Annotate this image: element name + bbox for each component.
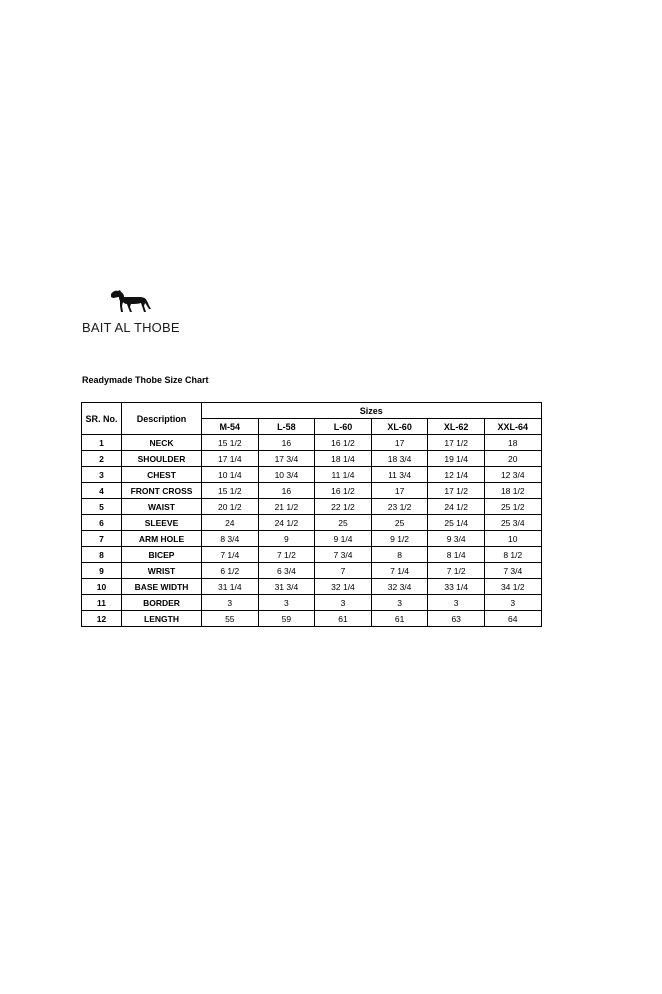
size-value-cell: 3: [371, 595, 428, 611]
size-value-cell: 3: [428, 595, 485, 611]
header-sizes: Sizes: [202, 403, 542, 419]
table-row: [82, 595, 542, 611]
size-value-cell: 25 1/2: [484, 499, 541, 515]
table-row: [82, 547, 542, 563]
row-description: WAIST: [122, 499, 202, 515]
size-value-cell: 24: [202, 515, 259, 531]
size-value-cell: 17 1/4: [202, 451, 259, 467]
table-row: [82, 611, 542, 627]
size-value-cell: 10 1/4: [202, 467, 259, 483]
table-row: [82, 499, 542, 515]
size-value-cell: 9 3/4: [428, 531, 485, 547]
size-value-cell: 18 1/2: [484, 483, 541, 499]
table-row: [82, 531, 542, 547]
row-sr-number: 12: [82, 611, 122, 627]
size-value-cell: 3: [202, 595, 259, 611]
size-value-cell: 3: [484, 595, 541, 611]
size-value-cell: 18: [484, 435, 541, 451]
size-value-cell: 8 3/4: [202, 531, 259, 547]
row-description: BORDER: [122, 595, 202, 611]
size-value-cell: 21 1/2: [258, 499, 315, 515]
brand-name: BAIT AL THOBE: [82, 320, 180, 335]
brand-logo: [82, 288, 182, 335]
size-value-cell: 17 1/2: [428, 435, 485, 451]
size-value-cell: 11 1/4: [315, 467, 372, 483]
size-value-cell: 9 1/2: [371, 531, 428, 547]
size-value-cell: 25: [315, 515, 372, 531]
size-value-cell: 8: [371, 547, 428, 563]
size-value-cell: 16: [258, 483, 315, 499]
table-row: [82, 451, 542, 467]
size-value-cell: 7 1/2: [428, 563, 485, 579]
size-value-cell: 7 1/2: [258, 547, 315, 563]
size-value-cell: 6 1/2: [202, 563, 259, 579]
row-sr-number: 3: [82, 467, 122, 483]
row-sr-number: 5: [82, 499, 122, 515]
size-header-m-54: M-54: [202, 419, 259, 435]
size-value-cell: 18 1/4: [315, 451, 372, 467]
size-value-cell: 20: [484, 451, 541, 467]
size-header-l-60: L-60: [315, 419, 372, 435]
size-header-xl-60: XL-60: [371, 419, 428, 435]
size-value-cell: 64: [484, 611, 541, 627]
size-value-cell: 3: [258, 595, 315, 611]
size-value-cell: 15 1/2: [202, 483, 259, 499]
size-value-cell: 17: [371, 435, 428, 451]
row-sr-number: 1: [82, 435, 122, 451]
horse-icon: [108, 288, 152, 314]
chart-title: Readymade Thobe Size Chart: [82, 375, 209, 385]
size-value-cell: 16 1/2: [315, 483, 372, 499]
size-value-cell: 8 1/4: [428, 547, 485, 563]
size-value-cell: 9 1/4: [315, 531, 372, 547]
size-value-cell: 55: [202, 611, 259, 627]
table-row: [82, 467, 542, 483]
size-value-cell: 7 3/4: [315, 547, 372, 563]
size-value-cell: 22 1/2: [315, 499, 372, 515]
table-row: [82, 483, 542, 499]
size-value-cell: 33 1/4: [428, 579, 485, 595]
size-value-cell: 15 1/2: [202, 435, 259, 451]
size-value-cell: 17: [371, 483, 428, 499]
row-sr-number: 2: [82, 451, 122, 467]
size-value-cell: 10 3/4: [258, 467, 315, 483]
size-value-cell: 8 1/2: [484, 547, 541, 563]
size-value-cell: 18 3/4: [371, 451, 428, 467]
size-value-cell: 25: [371, 515, 428, 531]
row-description: SHOULDER: [122, 451, 202, 467]
size-value-cell: 25 3/4: [484, 515, 541, 531]
size-value-cell: 31 3/4: [258, 579, 315, 595]
table-row: [82, 563, 542, 579]
size-value-cell: 6 3/4: [258, 563, 315, 579]
row-description: LENGTH: [122, 611, 202, 627]
size-chart-table: [81, 402, 542, 627]
row-description: FRONT CROSS: [122, 483, 202, 499]
size-value-cell: 61: [371, 611, 428, 627]
row-description: BASE WIDTH: [122, 579, 202, 595]
size-value-cell: 16: [258, 435, 315, 451]
size-value-cell: 3: [315, 595, 372, 611]
size-value-cell: 24 1/2: [428, 499, 485, 515]
size-value-cell: 61: [315, 611, 372, 627]
size-value-cell: 17 1/2: [428, 483, 485, 499]
header-sr-no: SR. No.: [82, 403, 122, 435]
row-description: NECK: [122, 435, 202, 451]
size-value-cell: 20 1/2: [202, 499, 259, 515]
size-value-cell: 11 3/4: [371, 467, 428, 483]
row-description: BICEP: [122, 547, 202, 563]
row-sr-number: 10: [82, 579, 122, 595]
size-value-cell: 17 3/4: [258, 451, 315, 467]
size-value-cell: 10: [484, 531, 541, 547]
header-description: Description: [122, 403, 202, 435]
size-value-cell: 12 3/4: [484, 467, 541, 483]
size-header-xxl-64: XXL-64: [484, 419, 541, 435]
row-sr-number: 9: [82, 563, 122, 579]
table-row: [82, 515, 542, 531]
size-header-xl-62: XL-62: [428, 419, 485, 435]
size-value-cell: 34 1/2: [484, 579, 541, 595]
row-sr-number: 7: [82, 531, 122, 547]
size-value-cell: 7 1/4: [202, 547, 259, 563]
size-value-cell: 19 1/4: [428, 451, 485, 467]
size-value-cell: 24 1/2: [258, 515, 315, 531]
size-value-cell: 7 3/4: [484, 563, 541, 579]
size-value-cell: 7 1/4: [371, 563, 428, 579]
row-sr-number: 8: [82, 547, 122, 563]
row-description: CHEST: [122, 467, 202, 483]
size-value-cell: 7: [315, 563, 372, 579]
size-value-cell: 12 1/4: [428, 467, 485, 483]
size-value-cell: 32 3/4: [371, 579, 428, 595]
row-sr-number: 11: [82, 595, 122, 611]
size-value-cell: 63: [428, 611, 485, 627]
row-sr-number: 4: [82, 483, 122, 499]
row-description: WRIST: [122, 563, 202, 579]
size-value-cell: 25 1/4: [428, 515, 485, 531]
row-description: SLEEVE: [122, 515, 202, 531]
size-value-cell: 32 1/4: [315, 579, 372, 595]
size-value-cell: 31 1/4: [202, 579, 259, 595]
size-value-cell: 23 1/2: [371, 499, 428, 515]
header-row-group: [82, 403, 542, 419]
size-value-cell: 59: [258, 611, 315, 627]
row-description: ARM HOLE: [122, 531, 202, 547]
table-row: [82, 435, 542, 451]
size-table-body: [82, 435, 542, 627]
table-row: [82, 579, 542, 595]
size-header-l-58: L-58: [258, 419, 315, 435]
size-value-cell: 9: [258, 531, 315, 547]
row-sr-number: 6: [82, 515, 122, 531]
size-value-cell: 16 1/2: [315, 435, 372, 451]
